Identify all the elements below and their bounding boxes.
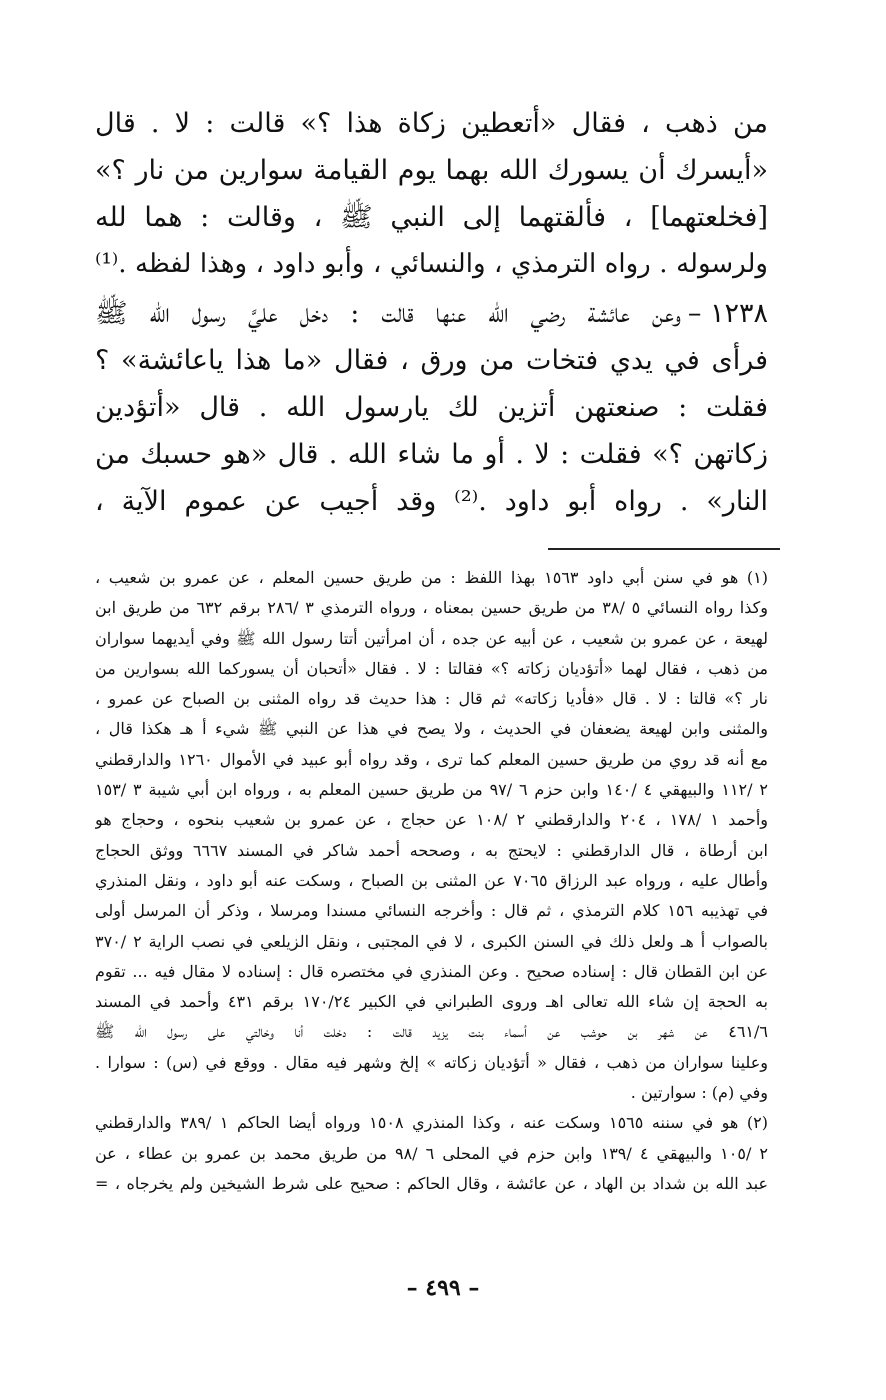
footnote-line: عبد الله بن شداد بن الهاد ، عن عائشة ، وقال الحاكم : صحيح على شرط الشيخين ولم يخرجاه ، = xyxy=(95,1173,768,1193)
footnote-line: به الحجة إن شاء الله تعالى اهـ وروى الطبراني في الكبير ١٧٠/٢٤ برقم ٤٣١ وأحمد في المسند xyxy=(95,992,768,1012)
text-line: فقلت : صنعتهن أتزين لك يارسول الله . قال «أتؤدين xyxy=(95,392,768,423)
text-line: «أيسرك أن يسورك الله بهما يوم القيامة سوارين من نار ؟» xyxy=(95,155,768,186)
footnote-line: والمثنى وابن لهيعة يضعفان في الحديث ، ولا يصح في هذا عن النبي ﷺ شيء أ هـ هكذا قال ، xyxy=(95,719,768,739)
text-line: وعن عائشة رضي الله عنها قالت : دخل عليَّ رسول الله ﷺ xyxy=(95,298,681,329)
footnote-line: ٢ /١٠٥ والبيهقي ٤ /١٣٩ وابن حزم في المحلى ٦ /٩٨ من طريق محمد بن عمرو بن عطاء ، عن xyxy=(95,1143,768,1163)
footnote-line: من ذهب ، فقال لهما «أتؤديان زكاته ؟» فقالتا : لا . فقال «أتحبان أن يسوركما الله بسوارين من xyxy=(95,658,768,678)
footnote-line: بالصواب أ هـ ولعل ذلك في السنن الكبرى ، لا في المجتبى ، ونقل الزيلعي في نصب الراية ٢ /٣٧٠ xyxy=(95,931,768,951)
footnote-divider xyxy=(548,548,780,550)
page-number: – ٤٩٩ – xyxy=(406,1275,480,1301)
text-line: فرأى في يدي فتخات من ورق ، فقال «ما هذا ياعائشة» ؟ xyxy=(95,345,768,376)
footnote-line: في تهذيبه ١٥٦ كلام الترمذي ، ثم قال : وأخرجه النسائي مسندا ومرسلا ، وذكر أن المرسل أولى xyxy=(95,901,768,921)
footnote-line: مع أنه قد روي من طريق حسين المعلم كما ترى ، وقد رواه أبو عبيد في الأموال ١٢٦٠ والدارقطني xyxy=(95,749,768,769)
text-line: [فخلعتهما] ، فألقتهما إلى النبي ﷺ ، وقالت : هما لله xyxy=(95,202,768,233)
footnote-line: (٢) هو في سننه ١٥٦٥ وسكت عنه ، وكذا المنذري ١٥٠٨ ورواه أيضا الحاكم ١ /٣٨٩ والدارقطني xyxy=(95,1113,768,1133)
text-line: النار» . رواه أبو داود .⁽²⁾ وقد أجيب عن عموم الآية ، xyxy=(95,486,768,517)
footnote-line: وفي (م) : سوارتين . xyxy=(630,1083,768,1103)
text-line: ولرسوله . رواه الترمذي ، والنسائي ، وأبو داود ، وهذا لفظه .⁽¹⁾ xyxy=(95,249,768,279)
footnote-line: ٢ /١١٢ والبيهقي ٤ /١٤٠ وابن حزم ٦ /٩٧ من طريق حسين المعلم به ، ورواه ابن أبي شيبة ٣ /١٥٣ xyxy=(95,780,768,800)
footnotes xyxy=(95,563,768,1199)
hadith-text xyxy=(95,337,768,525)
footnote-line: وعلينا سواران من ذهب ، فقال « أتؤديان زكاته » إلخ وشهر فيه مقال . ووقع في (س) : سوارا . xyxy=(95,1052,768,1072)
text-line: من ذهب ، فقال «أتعطين زكاة هذا ؟» قالت : لا . قال xyxy=(95,108,768,139)
footnote-line: وكذا رواه النسائي ٥ /٣٨ من طريق حسين بمعناه ، ورواه الترمذي ٣ /٢٨٦ برقم ٦٣٢ من طريق ابن xyxy=(95,598,768,618)
text-line: زكاتهن ؟» فقلت : لا . أو ما شاء الله . قال «هو حسبك من xyxy=(95,439,768,470)
footnote-line: وأطال عليه ، ورواه عبد الرزاق ٧٠٦٥ عن المثنى بن الصباح ، وسكت عنه أبو داود ، ونقل المنذري xyxy=(95,870,768,890)
footnote-line: نار ؟» قالتا : لا . قال «فأديا زكاته» ثم قال : هذا حديث قد رواه المثنى بن الصباح عن عمرو ، xyxy=(95,689,768,709)
footnote-line: لهيعة ، عن عمرو بن شعيب ، عن أبيه عن جده ، أن امرأتين أتتا رسول الله ﷺ وفي أيديهما سواران xyxy=(95,628,768,648)
hadith-first-line xyxy=(95,290,681,337)
footnote-line: (١) هو في سنن أبي داود ١٥٦٣ بهذا اللفظ : من طريق حسين المعلم ، عن عمرو بن شعيب ، xyxy=(95,568,768,587)
footnote-line: ابن أرطاة ، قال الدارقطني : لايحتج به ، وصححه أحمد شاكر في المسند ٦٦٦٧ ووثق الحجاج xyxy=(95,840,768,860)
footnote-line: ٤٦١/٦ عن شهر بن حوشب عن أسماء بنت يزيد قالت : دخلت أنا وخالتي على رسول الله ﷺ xyxy=(95,1022,768,1042)
footnote-line: عن ابن القطان قال : إسناده صحيح . وعن المنذري في مختصره قال : إسناده لا مقال فيه ... تقوم xyxy=(95,961,768,981)
hadith-number: ١٢٣٨ – xyxy=(687,298,768,329)
main-text xyxy=(95,100,768,288)
footnote-line: وأحمد ١ /١٧٨ ، ٢٠٤ والدارقطني ٢ /١٠٨ عن حجاج ، عن عمرو بن شعيب بنحوه ، وحجاج هو xyxy=(95,810,768,830)
